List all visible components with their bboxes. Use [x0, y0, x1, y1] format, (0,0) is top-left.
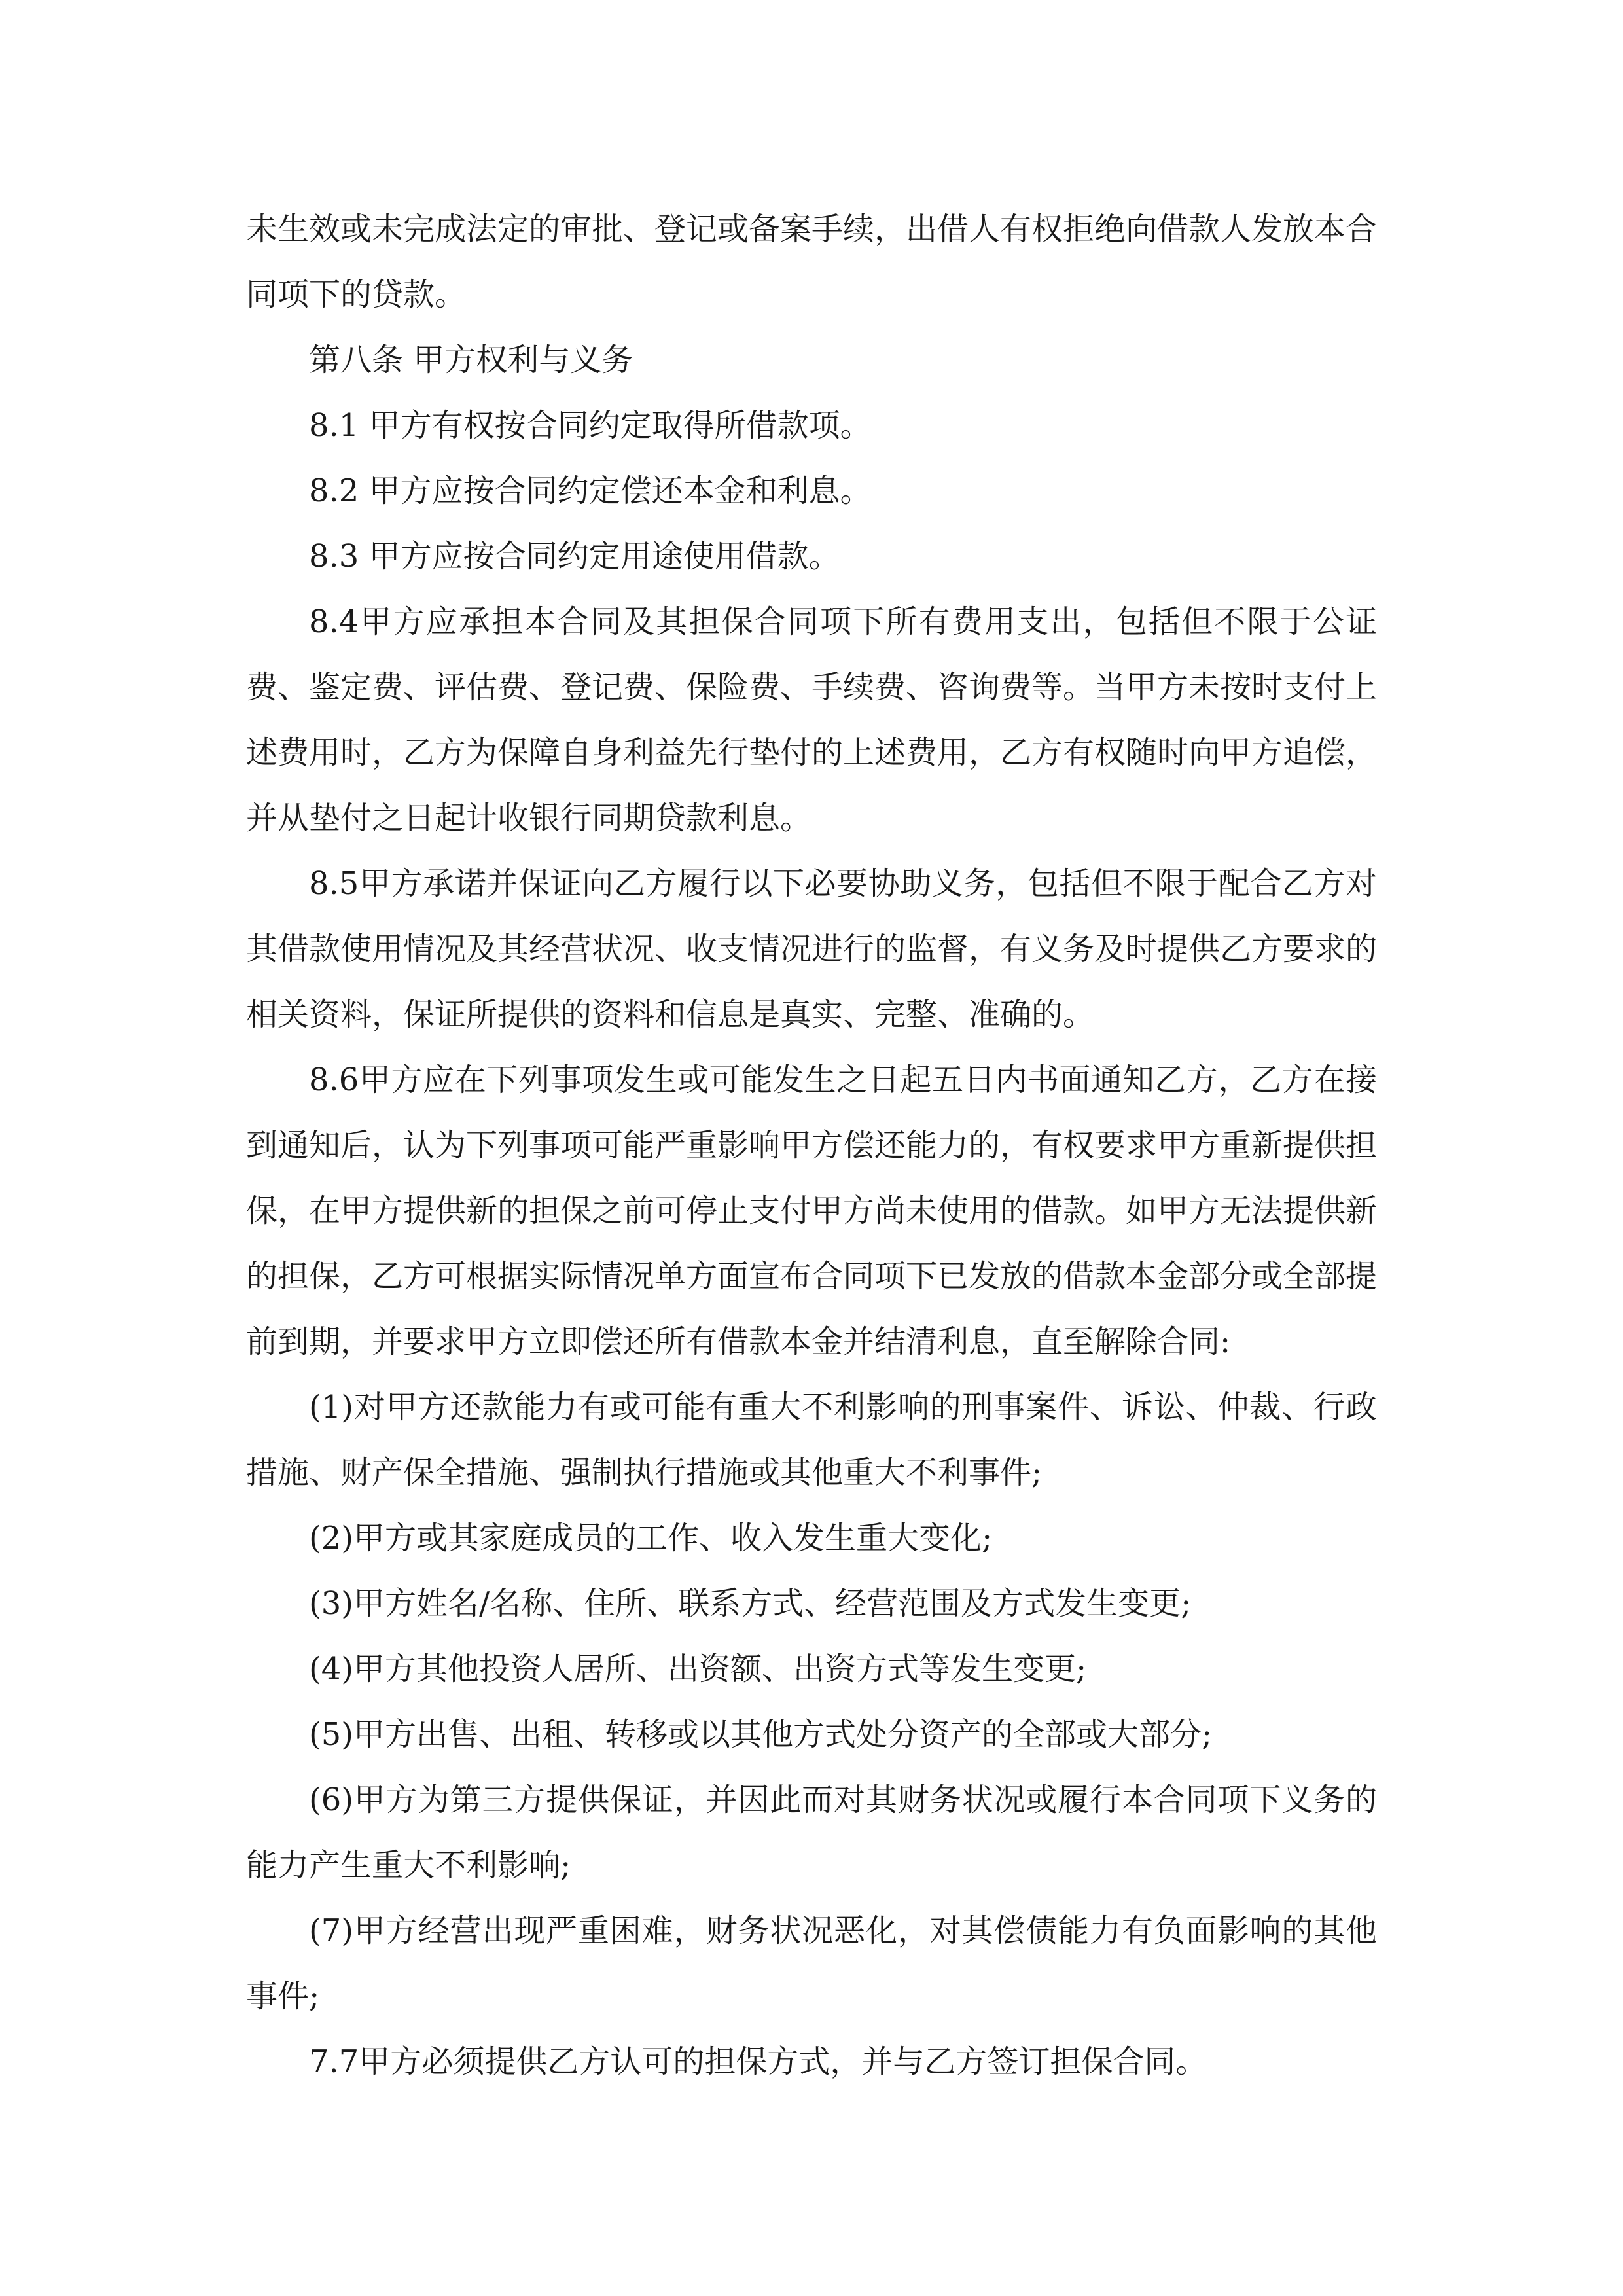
- clause-8-5: 8.5甲方承诺并保证向乙方履行以下必要协助义务，包括但不限于配合乙方对其借款使用情况及其经营状况、收支情况进行的监督，有义务及时提供乙方要求的相关资料，保证所提供的资料和信息是真实、完整、准确的。: [246, 865, 1378, 1033]
- list-item-2: (2)甲方或其家庭成员的工作、收入发生重大变化;: [309, 1520, 993, 1556]
- list-item-6: (6)甲方为第三方提供保证，并因此而对其财务状况或履行本合同项下义务的能力产生重大不利影响;: [246, 1782, 1377, 1884]
- clause-8-6: 8.6甲方应在下列事项发生或可能发生之日起五日内书面通知乙方，乙方在接到通知后，认为下列事项可能严重影响甲方偿还能力的，有权要求甲方重新提供担保，在甲方提供新的担保之前可停止支付甲方尚未使用的借款。如甲方无法提供新的担保，乙方可根据实际情况单方面宣布合同项下已发放的借款本金部分或全部提前到期，并要求甲方立即偿还所有借款本金并结清利息，直至解除合同:: [246, 1062, 1378, 1360]
- list-item-5: (5)甲方出售、出租、转移或以其他方式处分资产的全部或大部分;: [309, 1716, 1213, 1753]
- list-item-4: (4)甲方其他投资人居所、出资额、出资方式等发生变更;: [309, 1651, 1087, 1687]
- list-item-1: (1)对甲方还款能力有或可能有重大不利影响的刑事案件、诉讼、仲裁、行政措施、财产保全措施、强制执行措施或其他重大不利事件;: [246, 1389, 1377, 1491]
- list-item-7: (7)甲方经营出现严重困难，财务状况恶化，对其偿债能力有负面影响的其他事件;: [246, 1912, 1377, 2015]
- clause-7-7: 7.7甲方必须提供乙方认可的担保方式，并与乙方签订担保合同。: [309, 2043, 1207, 2080]
- list-item-3: (3)甲方姓名/名称、住所、联系方式、经营范围及方式发生变更;: [309, 1585, 1192, 1622]
- clause-8-4: 8.4甲方应承担本合同及其担保合同项下所有费用支出，包括但不限于公证费、鉴定费、评估费、登记费、保险费、手续费、咨询费等。当甲方未按时支付上述费用时，乙方为保障自身利益先行垫付的上述费用，乙方有权随时向甲方追偿，并从垫付之日起计收银行同期贷款利息。: [246, 603, 1378, 836]
- paragraph-continuation: 未生效或未完成法定的审批、登记或备案手续，出借人有权拒绝向借款人发放本合同项下的贷款。: [246, 211, 1378, 313]
- clause-8-2: 8.2 甲方应按合同约定偿还本金和利息。: [309, 473, 872, 509]
- clause-8-3: 8.3 甲方应按合同约定用途使用借款。: [309, 538, 840, 575]
- clause-8-1: 8.1 甲方有权按合同约定取得所借款项。: [309, 407, 872, 444]
- document-body: [246, 196, 1377, 2094]
- article-heading: 第八条 甲方权利与义务: [309, 342, 633, 378]
